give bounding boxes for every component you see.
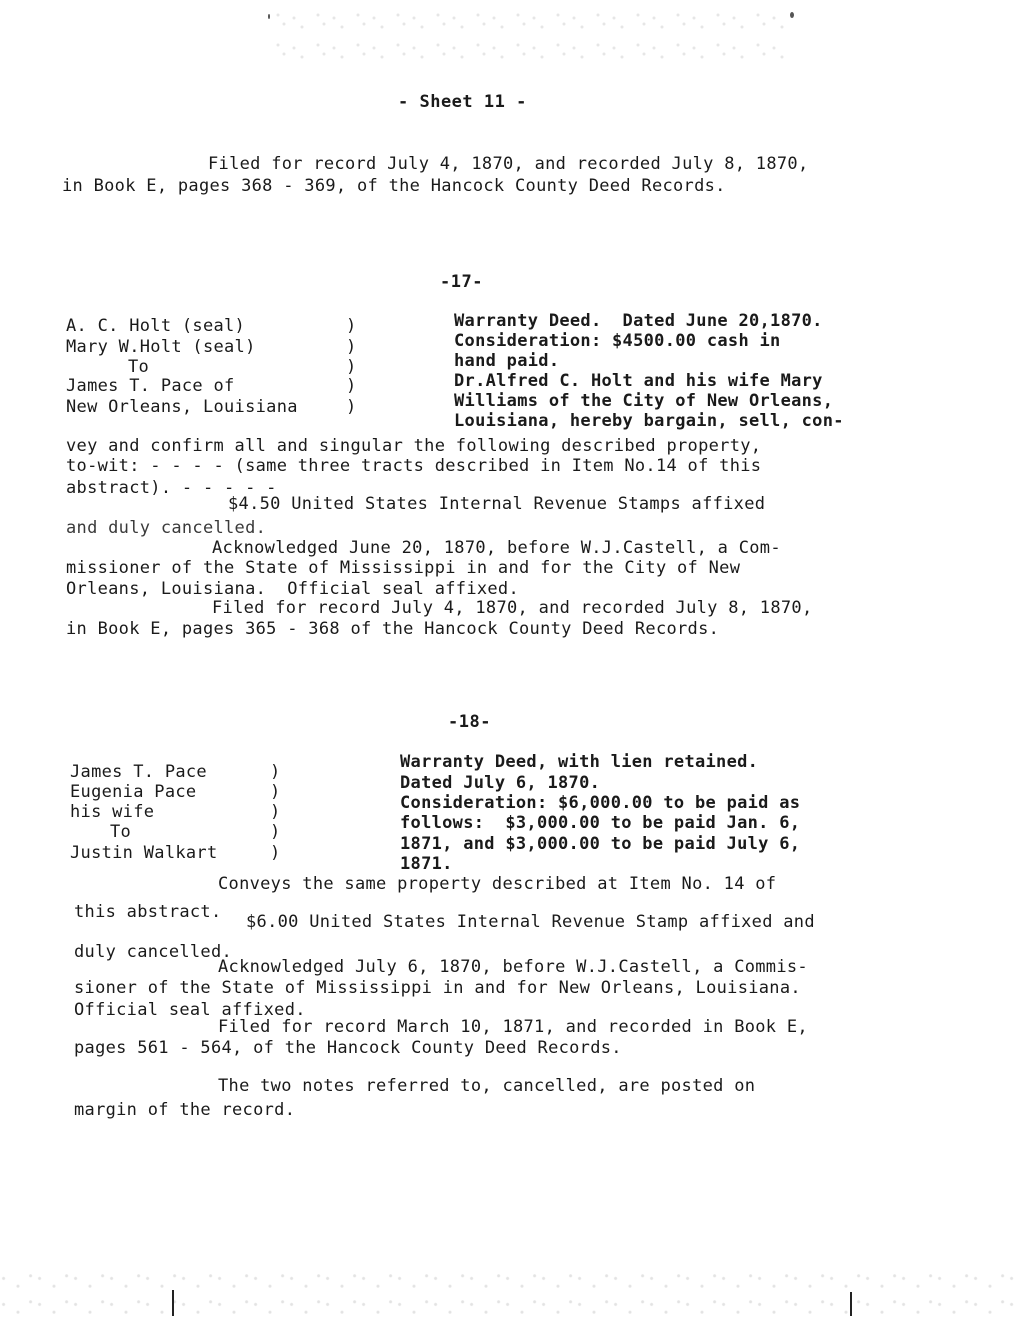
- body-line: margin of the record.: [74, 1100, 296, 1120]
- brace-mark: ): [270, 762, 281, 782]
- body-line: vey and confirm all and singular the following described property,: [66, 436, 762, 456]
- brace-mark: ): [346, 316, 357, 336]
- brace-mark: ): [270, 843, 281, 863]
- intro-line-1: Filed for record July 4, 1870, and recorded July 8, 1870,: [208, 154, 809, 174]
- party-line: James T. Pace of: [66, 376, 235, 396]
- party-line: A. C. Holt (seal): [66, 316, 246, 336]
- brace-mark: ): [346, 397, 357, 417]
- party-line: his wife: [70, 802, 155, 822]
- party-line: Mary W.Holt (seal): [66, 337, 256, 357]
- brace-mark: ): [346, 376, 357, 396]
- summary-line: Dated July 6, 1870.: [400, 773, 601, 793]
- summary-line: 1871.: [400, 854, 453, 874]
- body-line: Orleans, Louisiana. Official seal affixed.: [66, 579, 519, 599]
- body-line: Acknowledged July 6, 1870, before W.J.Castell, a Commis-: [218, 957, 808, 977]
- body-line: Acknowledged June 20, 1870, before W.J.Castell, a Com-: [212, 538, 781, 558]
- sheet-header: - Sheet 11 -: [398, 92, 527, 112]
- summary-line: follows: $3,000.00 to be paid Jan. 6,: [400, 813, 801, 833]
- body-line: Conveys the same property described at Item No. 14 of: [218, 874, 777, 894]
- body-line: sioner of the State of Mississippi in and for New Orleans, Louisiana.: [74, 978, 801, 998]
- body-line: abstract). - - - - -: [66, 478, 277, 498]
- body-line: this abstract.: [74, 902, 222, 922]
- scan-speck: [268, 14, 270, 19]
- body-line: and duly cancelled.: [66, 518, 267, 538]
- summary-line: Williams of the City of New Orleans,: [454, 391, 834, 411]
- item-17-number: -17-: [440, 272, 483, 292]
- scan-speck: [790, 12, 794, 18]
- body-line: missioner of the State of Mississippi in and for the City of New: [66, 558, 741, 578]
- body-line: to-wit: - - - - (same three tracts described in Item No.14 of this: [66, 456, 762, 476]
- body-line: Filed for record March 10, 1871, and recorded in Book E,: [218, 1017, 808, 1037]
- summary-line: Dr.Alfred C. Holt and his wife Mary: [454, 371, 823, 391]
- brace-mark: ): [346, 337, 357, 357]
- brace-mark: ): [270, 782, 281, 802]
- body-line: Filed for record July 4, 1870, and recorded July 8, 1870,: [212, 598, 813, 618]
- summary-line: 1871, and $3,000.00 to be paid July 6,: [400, 834, 801, 854]
- brace-mark: ): [270, 802, 281, 822]
- scan-noise-bottom: [0, 1268, 1020, 1320]
- party-line: Eugenia Pace: [70, 782, 197, 802]
- summary-line: Louisiana, hereby bargain, sell, con-: [454, 411, 844, 431]
- party-line: To: [110, 822, 132, 842]
- summary-line: Warranty Deed. Dated June 20,1870.: [454, 311, 823, 331]
- intro-line-2: in Book E, pages 368 - 369, of the Hancock County Deed Records.: [62, 176, 726, 196]
- summary-line: Warranty Deed, with lien retained.: [400, 752, 759, 772]
- party-line: New Orleans, Louisiana: [66, 397, 298, 417]
- scan-mark-right: [850, 1292, 852, 1316]
- scan-mark-left: [172, 1290, 174, 1316]
- body-line: $6.00 United States Internal Revenue Stamp affixed and: [246, 912, 815, 932]
- scan-noise-top: [270, 6, 790, 66]
- body-line: pages 561 - 564, of the Hancock County Deed Records.: [74, 1038, 622, 1058]
- brace-mark: ): [346, 357, 357, 377]
- summary-line: hand paid.: [454, 351, 560, 371]
- item-18-number: -18-: [448, 712, 491, 732]
- summary-line: Consideration: $4500.00 cash in: [454, 331, 781, 351]
- party-line: James T. Pace: [70, 762, 207, 782]
- summary-line: Consideration: $6,000.00 to be paid as: [400, 793, 801, 813]
- party-line: Justin Walkart: [70, 843, 218, 863]
- body-line: duly cancelled.: [74, 942, 233, 962]
- party-line: To: [128, 357, 150, 377]
- body-line: The two notes referred to, cancelled, are posted on: [218, 1076, 756, 1096]
- body-line: Official seal affixed.: [74, 1000, 306, 1020]
- body-line: $4.50 United States Internal Revenue Stamps affixed: [228, 494, 766, 514]
- body-line: in Book E, pages 365 - 368 of the Hancock County Deed Records.: [66, 619, 720, 639]
- brace-mark: ): [270, 822, 281, 842]
